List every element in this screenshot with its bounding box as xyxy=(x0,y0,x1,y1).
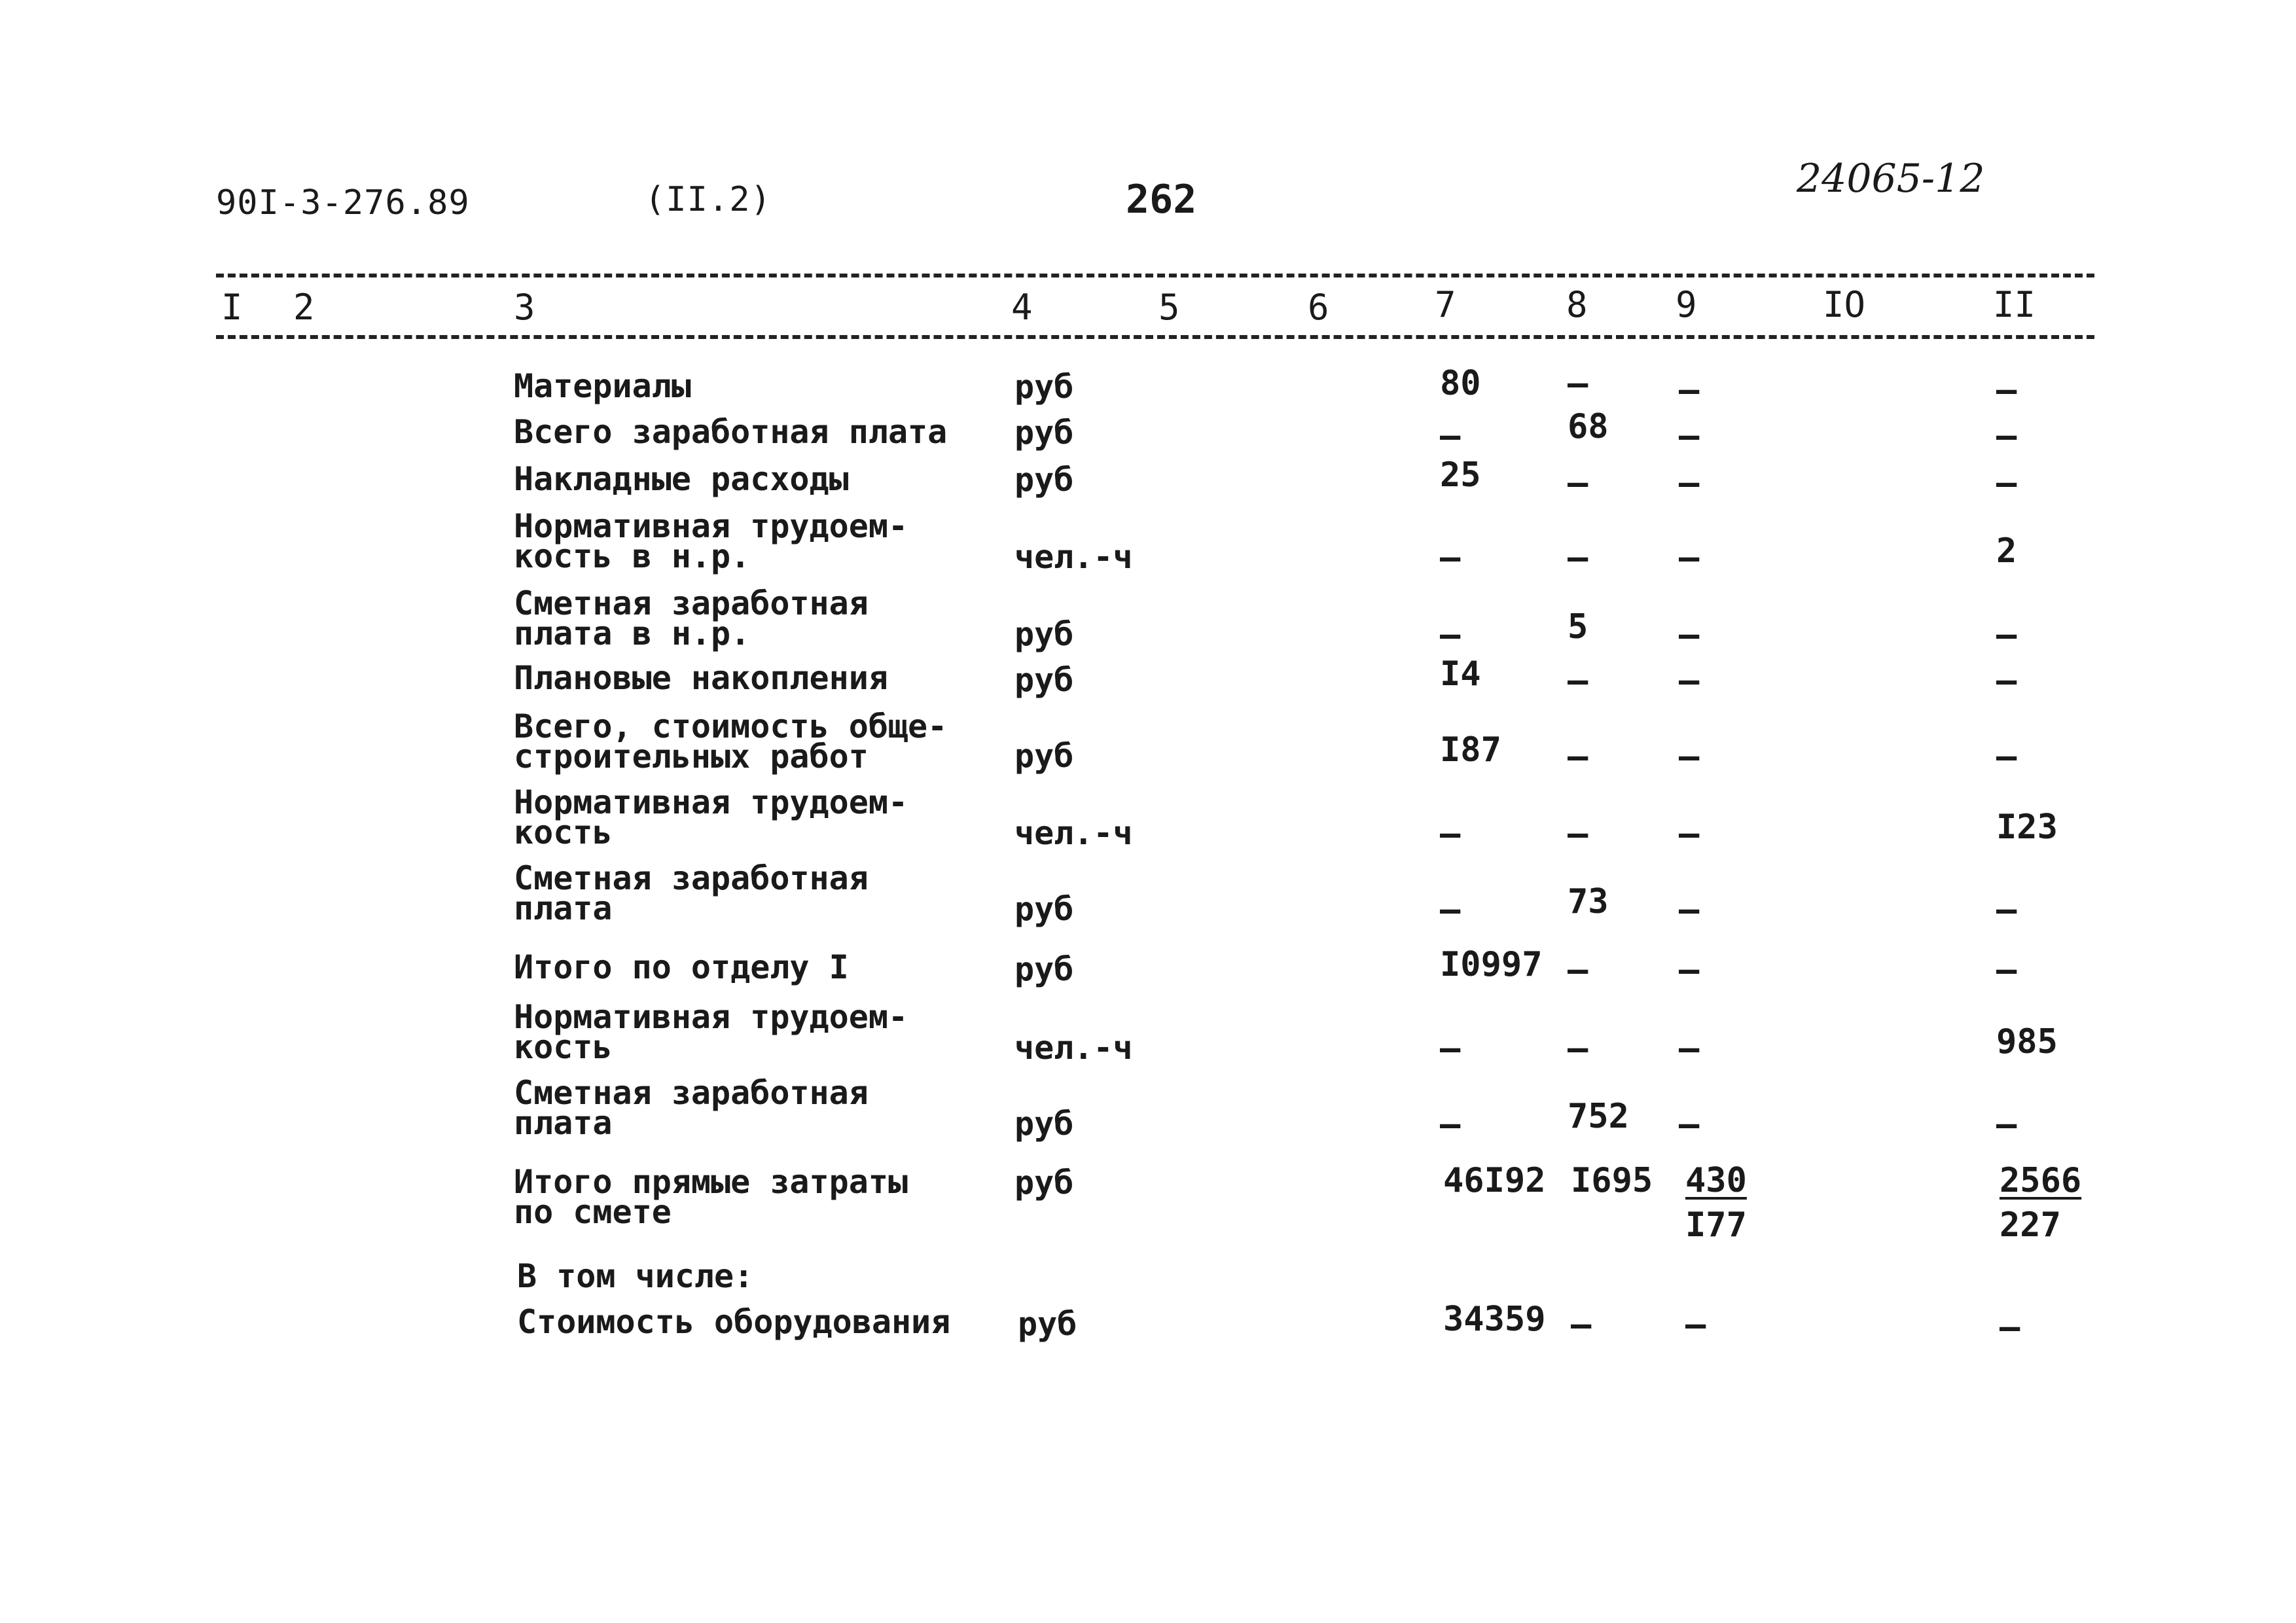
row-unit: руб xyxy=(1014,1164,1074,1202)
row-value-col7: – xyxy=(1440,615,1461,654)
row-label: Сметная заработная xyxy=(514,1074,869,1112)
row-label: Нормативная трудоем- xyxy=(514,507,908,545)
row-value-col7: 46I92 xyxy=(1443,1161,1546,1200)
row-label: Накладные расходы xyxy=(514,460,849,498)
row-label: Нормативная трудоем- xyxy=(514,998,908,1036)
row-label: Плановые накопления xyxy=(514,659,888,697)
row-label: Сметная заработная xyxy=(514,859,869,897)
row-value-col8: 68 xyxy=(1568,407,1609,446)
row-value-col8: – xyxy=(1568,737,1588,776)
row-label: Сметная заработная xyxy=(514,584,869,622)
row-value-col9: – xyxy=(1679,463,1700,503)
row-value-col8: 5 xyxy=(1568,607,1588,647)
row-label: Материалы xyxy=(514,367,691,405)
row-value-col11-secondary: 227 xyxy=(2000,1205,2061,1245)
header-top-rule xyxy=(216,274,2094,277)
document-code: 90I-3-276.89 xyxy=(216,183,470,223)
row-label-continued: по смете xyxy=(514,1193,672,1231)
row-value-col11: – xyxy=(1996,463,2017,503)
row-value-col9: – xyxy=(1679,661,1700,700)
row-value-col11: – xyxy=(1996,1105,2017,1144)
row-unit: руб xyxy=(1014,950,1074,988)
row-label-continued: кость xyxy=(514,1028,613,1066)
row-value-col11: – xyxy=(1996,890,2017,929)
row-label-continued: кость в н.р. xyxy=(514,537,751,575)
row-label: Стоимость оборудования xyxy=(517,1303,951,1341)
col-header-4: 4 xyxy=(1011,287,1033,328)
row-value-col11: – xyxy=(1996,615,2017,654)
row-value-col7: – xyxy=(1440,890,1461,929)
row-unit: руб xyxy=(1014,1105,1074,1143)
row-value-col7: – xyxy=(1440,1105,1461,1144)
col-header-9: 9 xyxy=(1676,284,1697,325)
row-value-col7: I87 xyxy=(1440,730,1501,770)
row-value-col7: 34359 xyxy=(1443,1300,1546,1339)
row-label: Всего заработная плата xyxy=(514,413,948,451)
row-value-col11: – xyxy=(1996,416,2017,455)
row-value-col11: – xyxy=(2000,1308,2020,1347)
row-unit: чел.-ч xyxy=(1014,538,1133,576)
row-value-col9: – xyxy=(1685,1305,1706,1344)
row-unit: руб xyxy=(1014,615,1074,653)
row-value-col9: 430 xyxy=(1685,1161,1747,1200)
row-label-continued: плата xyxy=(514,889,613,927)
row-unit: чел.-ч xyxy=(1014,814,1133,852)
section-number: (II.2) xyxy=(645,180,772,219)
handwritten-code: 24065-12 xyxy=(1797,156,1985,202)
row-value-col9: – xyxy=(1679,814,1700,853)
row-value-col8: 752 xyxy=(1568,1097,1629,1136)
row-value-col11: – xyxy=(1996,370,2017,410)
row-value-col7: 25 xyxy=(1440,455,1481,495)
row-value-col9: – xyxy=(1679,1029,1700,1068)
row-value-col7: – xyxy=(1440,814,1461,853)
col-header-10: IO xyxy=(1823,284,1866,325)
row-value-col7: – xyxy=(1440,538,1461,577)
col-header-2: 2 xyxy=(293,287,315,328)
row-label: Итого прямые затраты xyxy=(514,1163,908,1201)
row-value-col8: – xyxy=(1568,364,1588,403)
row-value-col7: I4 xyxy=(1440,654,1481,694)
row-unit: руб xyxy=(1014,737,1074,775)
col-header-3: 3 xyxy=(514,287,535,328)
row-value-col8: I695 xyxy=(1571,1161,1653,1200)
row-unit: руб xyxy=(1014,461,1074,499)
row-label-continued: строительных работ xyxy=(514,738,869,776)
row-value-col7: – xyxy=(1440,416,1461,455)
row-value-col9: – xyxy=(1679,615,1700,654)
row-value-col11: 2 xyxy=(1996,531,2017,571)
row-unit: руб xyxy=(1014,661,1074,699)
row-label-continued: кость xyxy=(514,813,613,851)
page-number: 262 xyxy=(1126,177,1197,223)
row-unit: руб xyxy=(1014,414,1074,452)
row-unit: чел.-ч xyxy=(1014,1029,1133,1067)
row-value-col9: – xyxy=(1679,416,1700,455)
row-unit: руб xyxy=(1014,368,1074,406)
row-label: Всего, стоимость обще- xyxy=(514,707,948,745)
col-header-1: I xyxy=(221,287,243,328)
row-value-col9: – xyxy=(1679,950,1700,990)
col-header-11: II xyxy=(1993,284,2036,325)
row-label: Нормативная трудоем- xyxy=(514,783,908,821)
row-value-col8: – xyxy=(1568,1029,1588,1068)
col-header-5: 5 xyxy=(1158,287,1180,328)
row-value-col11: I23 xyxy=(1996,808,2058,847)
row-value-col11: – xyxy=(1996,950,2017,990)
row-label-continued: плата xyxy=(514,1104,613,1142)
row-label-subheading: В том числе: xyxy=(517,1257,754,1295)
row-unit: руб xyxy=(1014,890,1074,928)
row-value-col11: 2566 xyxy=(2000,1161,2082,1200)
row-value-col7: 80 xyxy=(1440,364,1481,403)
row-value-col9: – xyxy=(1679,370,1700,410)
row-value-col11: – xyxy=(1996,737,2017,776)
row-value-col9: – xyxy=(1679,890,1700,929)
header-bottom-rule xyxy=(216,335,2094,339)
row-value-col8: – xyxy=(1571,1305,1592,1344)
col-header-8: 8 xyxy=(1566,284,1588,325)
row-label: Итого по отделу I xyxy=(514,948,849,986)
row-value-col8: – xyxy=(1568,950,1588,990)
row-value-col8: – xyxy=(1568,538,1588,577)
row-value-col7: – xyxy=(1440,1029,1461,1068)
row-value-col8: – xyxy=(1568,814,1588,853)
row-value-col9: – xyxy=(1679,737,1700,776)
row-value-col8: – xyxy=(1568,661,1588,700)
col-header-6: 6 xyxy=(1308,287,1329,328)
row-value-col7: I0997 xyxy=(1440,945,1543,984)
row-value-col9: – xyxy=(1679,1105,1700,1144)
row-unit: руб xyxy=(1018,1305,1077,1343)
row-value-col9-secondary: I77 xyxy=(1685,1205,1747,1245)
row-value-col8: – xyxy=(1568,463,1588,503)
row-value-col11: 985 xyxy=(1996,1022,2058,1061)
row-label-continued: плата в н.р. xyxy=(514,615,751,652)
col-header-7: 7 xyxy=(1435,284,1456,325)
row-value-col8: 73 xyxy=(1568,882,1609,921)
row-value-col9: – xyxy=(1679,538,1700,577)
row-value-col11: – xyxy=(1996,661,2017,700)
